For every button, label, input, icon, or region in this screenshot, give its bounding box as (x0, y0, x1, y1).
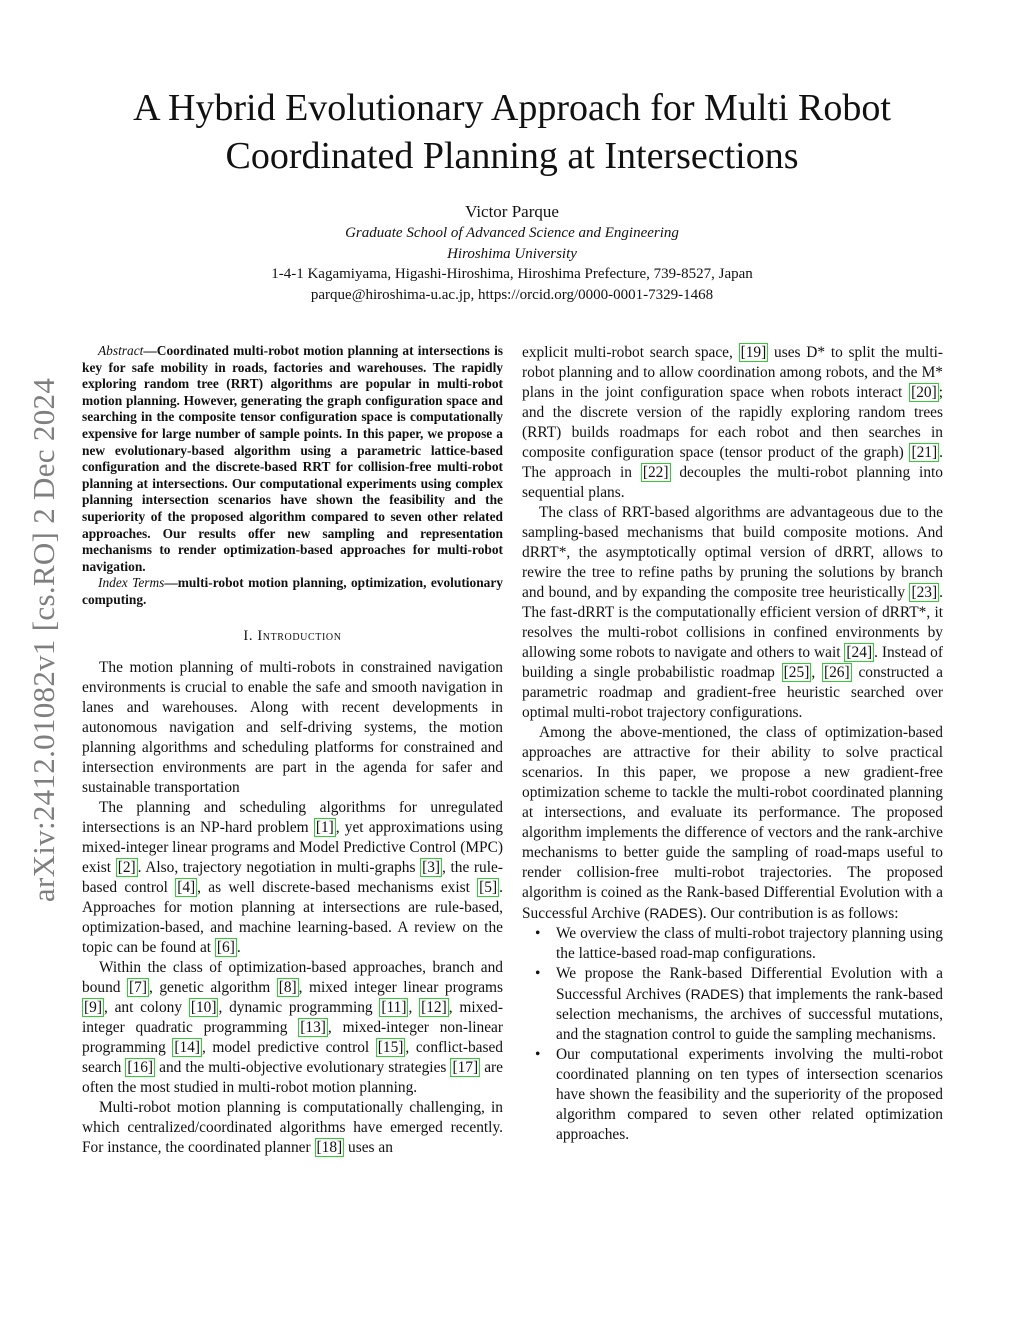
list-item (556, 1045, 943, 1145)
index-terms-text: —multi-robot motion planning, optimization, evolutionary computing. (82, 575, 503, 607)
citation-link[interactable]: [15] (377, 1038, 404, 1056)
text-span: . Instead of building a single probabilistic roadmap (522, 644, 944, 681)
text-span: . The fast-dRRT is the computationally efficient version of dRRT*, it resolves the multi-robot collisions in confined environments by allowing some robots to navigate and others to wait (522, 584, 943, 661)
text-span: . The approach in (522, 444, 943, 481)
arxiv-identifier[interactable]: arXiv:2412.01082v1 [cs.RO] 2 Dec 2024 (26, 377, 62, 903)
text-span: uses D* to split the multi-robot planning and to allow coordination among robots, and the M* plans in the joint configuration space when robots interact (522, 344, 944, 401)
text-span: explicit multi-robot search space, (522, 344, 739, 361)
text-span: , mixed-integer quadratic programming (82, 998, 503, 1036)
text-span: , (408, 998, 420, 1016)
text-span: , (811, 664, 822, 681)
citation-link[interactable]: [17] (452, 1058, 479, 1076)
abstract-text: —Coordinated multi-robot motion planning at intersections is key for safe mobility in roads, factories and warehouses. The rapidly exploring random tree (RRT) algorithms are popular in multi-robot motion planning. However, generating the graph configuration space and searching in the composite tensor configuration space is computationally expensive for large number of sample points. In this paper, we propose a new evolutionary-based algorithm using a parametric lattice-based configuration and the discrete-based RRT for collision-free multi-robot planning at intersections. Our computational experiments using complex planning intersection scenarios have shown the feasibility and the superiority of the proposed algorithm compared to seven other related approaches. Our results offer new sampling and representation mechanisms to render optimization-based approaches for multi-robot navigation. (82, 343, 503, 574)
author-affiliation-2: Hiroshima University (447, 245, 577, 262)
left-column (82, 343, 503, 1158)
arxiv-side-stamp (14, 350, 74, 930)
acronym: RADES (649, 905, 698, 921)
text-span: ) that implements the rank-based selection mechanisms, the archives of successful mutations, and the stagnation control to guide the sampling mechanisms. (556, 986, 943, 1043)
text-span: , dynamic programming (218, 998, 380, 1016)
paper-title (60, 84, 964, 180)
list-item (556, 924, 943, 964)
citation-link[interactable]: [8] (278, 978, 297, 996)
right-paragraph-3 (522, 723, 943, 924)
index-terms-label: Index Terms (98, 575, 165, 591)
right-paragraph-1 (522, 343, 943, 503)
citation-link[interactable]: [20] (911, 384, 937, 401)
author-name: Victor Parque (465, 202, 559, 221)
section-heading-introduction (82, 626, 503, 646)
abstract-label: Abstract (98, 343, 144, 358)
text-span: . Approaches for motion planning at intersections are rule-based, optimization-based, and machine learning-based. A review on the topic can be found at (82, 878, 503, 956)
citation-link[interactable]: [5] (479, 878, 498, 896)
text-span: decouples the multi-robot planning into sequential plans. (522, 464, 943, 501)
citation-link[interactable]: [26] (823, 664, 850, 681)
citation-link[interactable]: [21] (911, 444, 938, 461)
citation-link[interactable]: [2] (117, 858, 136, 876)
citation-link[interactable]: [25] (783, 664, 810, 681)
text-span: , mixed-integer non-linear programming (82, 1018, 503, 1056)
text-span: Our computational experiments involving the multi-robot coordinated planning on ten types of intersection scenarios have shown the feasibility and the superiority of the proposed algorithm compared to seven other related optimization approaches. (556, 1046, 943, 1143)
text-span: Among the above-mentioned, the class of optimization-based approaches are attractive for their ability to solve practical scenarios. In this paper, we propose a new gradient-free optimization scheme to tackle the multi-robot coordinated planning at intersections, and evaluate its performance. The proposed algorithm implements the difference of vectors and the rank-archive mechanisms to better guide the sampling of road-maps useful to render collision-free multi-robot trajectories. The proposed algorithm is coined as the Rank-based Differential Evolution with a Successful Archive ( (522, 724, 943, 922)
title-line-1: A Hybrid Evolutionary Approach for Multi Robot (133, 87, 891, 129)
text-span: ). Our contribution is as follows: (697, 905, 899, 922)
intro-paragraph-1: The motion planning of multi-robots in constrained navigation environments is crucial to enable the safe and smooth navigation in lanes and warehouses. Along with recent developments in autonomous navigation and self-driving systems, the motion planning algorithms and scheduling platforms for constrained and intersection environments are part in the agenda for safer and sustainable transportation (82, 658, 503, 796)
text-span: , yet approximations using mixed-integer linear programs and Model Predictive Control (MPC) exist (82, 818, 504, 876)
citation-link[interactable]: [12] (421, 998, 447, 1016)
text-span: The class of RRT-based algorithms are advantageous due to the sampling-based mechanisms that build composite motions. And dRRT*, the asymptotically optimal version of dRRT, allows to rewire the tree to refine paths by pruning the solutions by branch and bound, and by expanding the composite tree heuristically (522, 504, 943, 601)
text-span: and the multi-objective evolutionary strategies (155, 1058, 451, 1076)
section-title: Introduction (257, 627, 342, 644)
citation-link[interactable]: [24] (846, 644, 873, 661)
text-span: Multi-robot motion planning is computationally challenging, in which centralized/coordinated algorithms have emerged recently. For instance, the coordinated planner (82, 1098, 503, 1156)
intro-paragraph-2 (82, 798, 503, 958)
text-span: . (236, 938, 241, 956)
acronym: RADES (690, 986, 739, 1002)
citation-link[interactable]: [23] (911, 584, 938, 601)
intro-paragraph-4 (82, 1098, 503, 1158)
citation-link[interactable]: [22] (642, 464, 669, 481)
text-span: , genetic algorithm (148, 978, 277, 996)
author-affiliation-1: Graduate School of Advanced Science and Engineering (345, 225, 679, 241)
text-span: , the rule-based control (82, 858, 503, 896)
citation-link[interactable]: [6] (216, 938, 235, 956)
citation-link[interactable]: [7] (129, 978, 147, 996)
citation-link[interactable]: [9] (84, 998, 102, 1016)
abstract (82, 343, 503, 609)
author-address: 1-4-1 Kagamiyama, Higashi-Hiroshima, Hiroshima Prefecture, 739-8527, Japan (271, 266, 753, 282)
citation-link[interactable]: [19] (740, 344, 767, 361)
text-span: Within the class of optimization-based approaches, branch and bound (82, 958, 503, 996)
text-span: are often the most studied in multi-robot motion planning. (82, 1058, 504, 1096)
abstract-paragraph (82, 343, 503, 575)
citation-link[interactable]: [13] (300, 1018, 326, 1036)
text-span: , ant colony (103, 998, 189, 1016)
citation-link[interactable]: [16] (127, 1058, 154, 1076)
author-block (60, 201, 964, 305)
text-span: , conflict-based search (82, 1038, 503, 1076)
citation-link[interactable]: [10] (190, 998, 217, 1016)
index-terms-paragraph (82, 575, 503, 608)
title-line-2: Coordinated Planning at Intersections (225, 135, 799, 177)
contribution-list (522, 924, 943, 1145)
citation-link[interactable]: [11] (381, 998, 407, 1016)
text-span: . Also, trajectory negotiation in multi-graphs (137, 858, 421, 876)
author-contact[interactable]: parque@hiroshima-u.ac.jp, https://orcid.org/0000-0001-7329-1468 (310, 286, 714, 303)
intro-paragraph-3 (82, 958, 503, 1098)
citation-link[interactable]: [1] (315, 818, 334, 836)
section-number: I. (243, 627, 254, 644)
citation-link[interactable]: [3] (422, 858, 441, 876)
text-span: We overview the class of multi-robot trajectory planning using the lattice-based road-map configurations. (556, 925, 943, 962)
text-span: , mixed integer linear programs (298, 978, 503, 996)
list-item (556, 964, 943, 1045)
text-span: uses an (344, 1138, 393, 1156)
right-paragraph-2 (522, 503, 943, 723)
text-span: We propose the Rank-based Differential Evolution with a Successful Archives ( (556, 965, 943, 1003)
text-span: , as well discrete-based mechanisms exist (197, 878, 478, 896)
citation-link[interactable]: [18] (316, 1138, 343, 1156)
text-span: The planning and scheduling algorithms for unregulated intersections is an NP-hard problem (82, 798, 503, 836)
right-column (522, 343, 943, 1145)
text-span: , model predictive control (202, 1038, 376, 1056)
citation-link[interactable]: [4] (177, 878, 196, 896)
text-span: ; and the discrete version of the rapidly exploring random trees (RRT) builds roadmaps for each robot and then searches in composite configuration space (tensor product of the graph) (522, 384, 943, 461)
citation-link[interactable]: [14] (174, 1038, 201, 1056)
text-span: constructed a parametric roadmap and gradient-free heuristic searched over optimal multi-robot trajectory configurations. (522, 664, 944, 721)
